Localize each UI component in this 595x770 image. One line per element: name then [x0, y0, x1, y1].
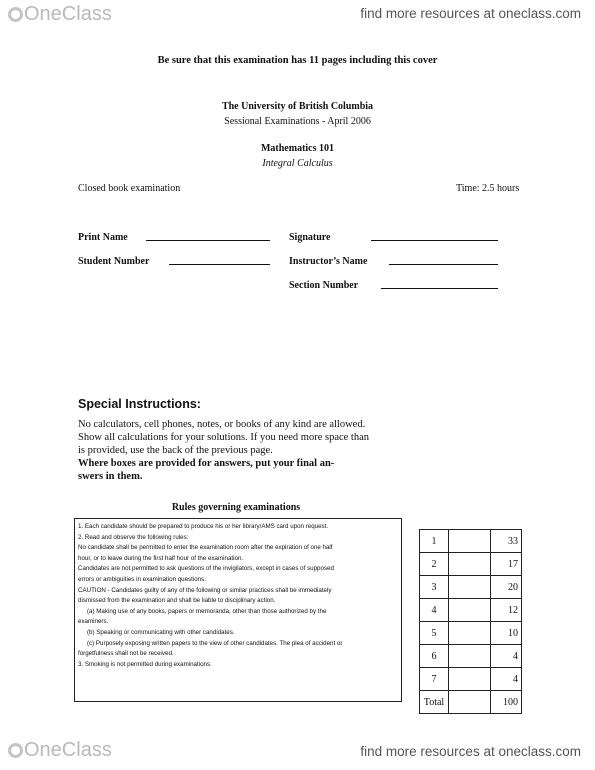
special-line: is provided, use the back of the previous page.	[78, 445, 273, 456]
score-row	[420, 599, 522, 622]
question-number: 5	[420, 622, 449, 645]
print-name-label: Print Name	[78, 232, 128, 243]
rule-line: errors or ambiguities in examination questions.	[78, 575, 206, 583]
question-number: 6	[420, 645, 449, 668]
rule-line: CAUTION - Candidates guilty of any of the following or similar practices shall be immediately	[78, 586, 332, 594]
exam-time: Time: 2.5 hours	[456, 183, 520, 194]
rule-line: (a) Making use of any books, papers or memoranda, other than those authorized by the	[87, 607, 327, 615]
special-line: Show all calculations for your solutions. If you need more space than	[78, 432, 370, 443]
rule-line: 1. Each candidate should be prepared to produce his or her library/AMS card upon request.	[78, 523, 329, 530]
max-marks: 10	[491, 622, 522, 645]
course-title: Mathematics 101	[260, 143, 335, 154]
rules-heading: Rules governing examinations	[171, 502, 301, 513]
course-subtitle: Integral Calculus	[262, 158, 333, 169]
total-label: Total	[420, 691, 449, 714]
question-number: 1	[420, 530, 449, 553]
university-name: The University of British Columbia	[221, 101, 374, 112]
question-number: 2	[420, 553, 449, 576]
special-line: swers in them.	[78, 471, 143, 482]
find-more-link-footer[interactable]: find more resources at oneclass.com	[360, 744, 581, 759]
logo-text: OneClass	[24, 739, 112, 761]
score-row	[420, 668, 522, 691]
rule-line: 3. Smoking is not permitted during examinations.	[78, 660, 212, 668]
question-number: 3	[420, 576, 449, 599]
exam-type: Closed book examination	[78, 183, 181, 194]
score-row	[420, 530, 522, 553]
question-number: 7	[420, 668, 449, 691]
rules-box	[74, 518, 402, 702]
student-number-label: Student Number	[78, 256, 150, 267]
rule-line: examiners.	[78, 618, 109, 626]
score-total-row	[420, 691, 522, 714]
rule-line: Candidates are not permitted to ask questions of the invigilators, except in cases of supposed	[78, 565, 334, 573]
total-score-cell[interactable]	[449, 691, 491, 714]
instructor-name-line[interactable]	[389, 255, 498, 268]
score-cell[interactable]	[449, 576, 491, 599]
rule-line: forgetfulness shall not be received.	[78, 650, 174, 658]
page-count-notice: Be sure that this examination has 11 pages including this cover	[157, 55, 438, 66]
rule-line: (c) Purposely exposing written papers to the view of other candidates. The plea of accident or	[87, 639, 343, 647]
score-table	[419, 529, 522, 714]
score-row	[420, 576, 522, 599]
find-more-link[interactable]: find more resources at oneclass.com	[360, 6, 581, 21]
max-marks: 12	[491, 599, 522, 622]
score-cell[interactable]	[449, 599, 491, 622]
rule-line: hour, or to leave during the first half hour of the examination.	[78, 554, 244, 562]
oneclass-logo-footer	[8, 739, 112, 762]
score-cell[interactable]	[449, 553, 491, 576]
rule-line: No candidate shall be permitted to enter the examination room after the expiration of one half	[78, 544, 333, 552]
score-row	[420, 645, 522, 668]
signature-line[interactable]	[371, 231, 498, 244]
print-name-line[interactable]	[146, 231, 270, 244]
instructor-name-label: Instructor’s Name	[289, 256, 368, 267]
max-marks: 4	[491, 645, 522, 668]
special-instructions-body	[78, 418, 396, 483]
score-cell[interactable]	[449, 622, 491, 645]
oneclass-ring-icon	[8, 743, 23, 758]
rule-line: (b) Speaking or communicating with other candidates.	[87, 628, 235, 636]
logo-text: OneClass	[24, 3, 112, 25]
score-cell[interactable]	[449, 530, 491, 553]
max-marks: 17	[491, 553, 522, 576]
oneclass-logo	[8, 3, 112, 26]
score-cell[interactable]	[449, 645, 491, 668]
score-cell[interactable]	[449, 668, 491, 691]
special-line: Where boxes are provided for answers, put your final an-	[78, 458, 335, 469]
special-line: No calculators, cell phones, notes, or books of any kind are allowed.	[78, 419, 366, 430]
max-marks: 4	[491, 668, 522, 691]
score-row	[420, 553, 522, 576]
special-instructions-heading: Special Instructions:	[78, 397, 201, 411]
student-number-line[interactable]	[169, 255, 270, 268]
session-name: Sessional Examinations - April 2006	[224, 116, 371, 127]
oneclass-ring-icon	[8, 7, 23, 22]
section-number-line[interactable]	[381, 279, 498, 292]
rule-line: dismissed from the examination and shall be liable to disciplinary action.	[78, 597, 276, 605]
max-marks: 33	[491, 530, 522, 553]
section-number-label: Section Number	[289, 280, 359, 291]
signature-label: Signature	[289, 232, 331, 243]
question-number: 4	[420, 599, 449, 622]
max-marks: 20	[491, 576, 522, 599]
rule-line: 2. Read and observe the following rules:	[78, 533, 189, 541]
score-row	[420, 622, 522, 645]
total-marks: 100	[491, 691, 522, 714]
